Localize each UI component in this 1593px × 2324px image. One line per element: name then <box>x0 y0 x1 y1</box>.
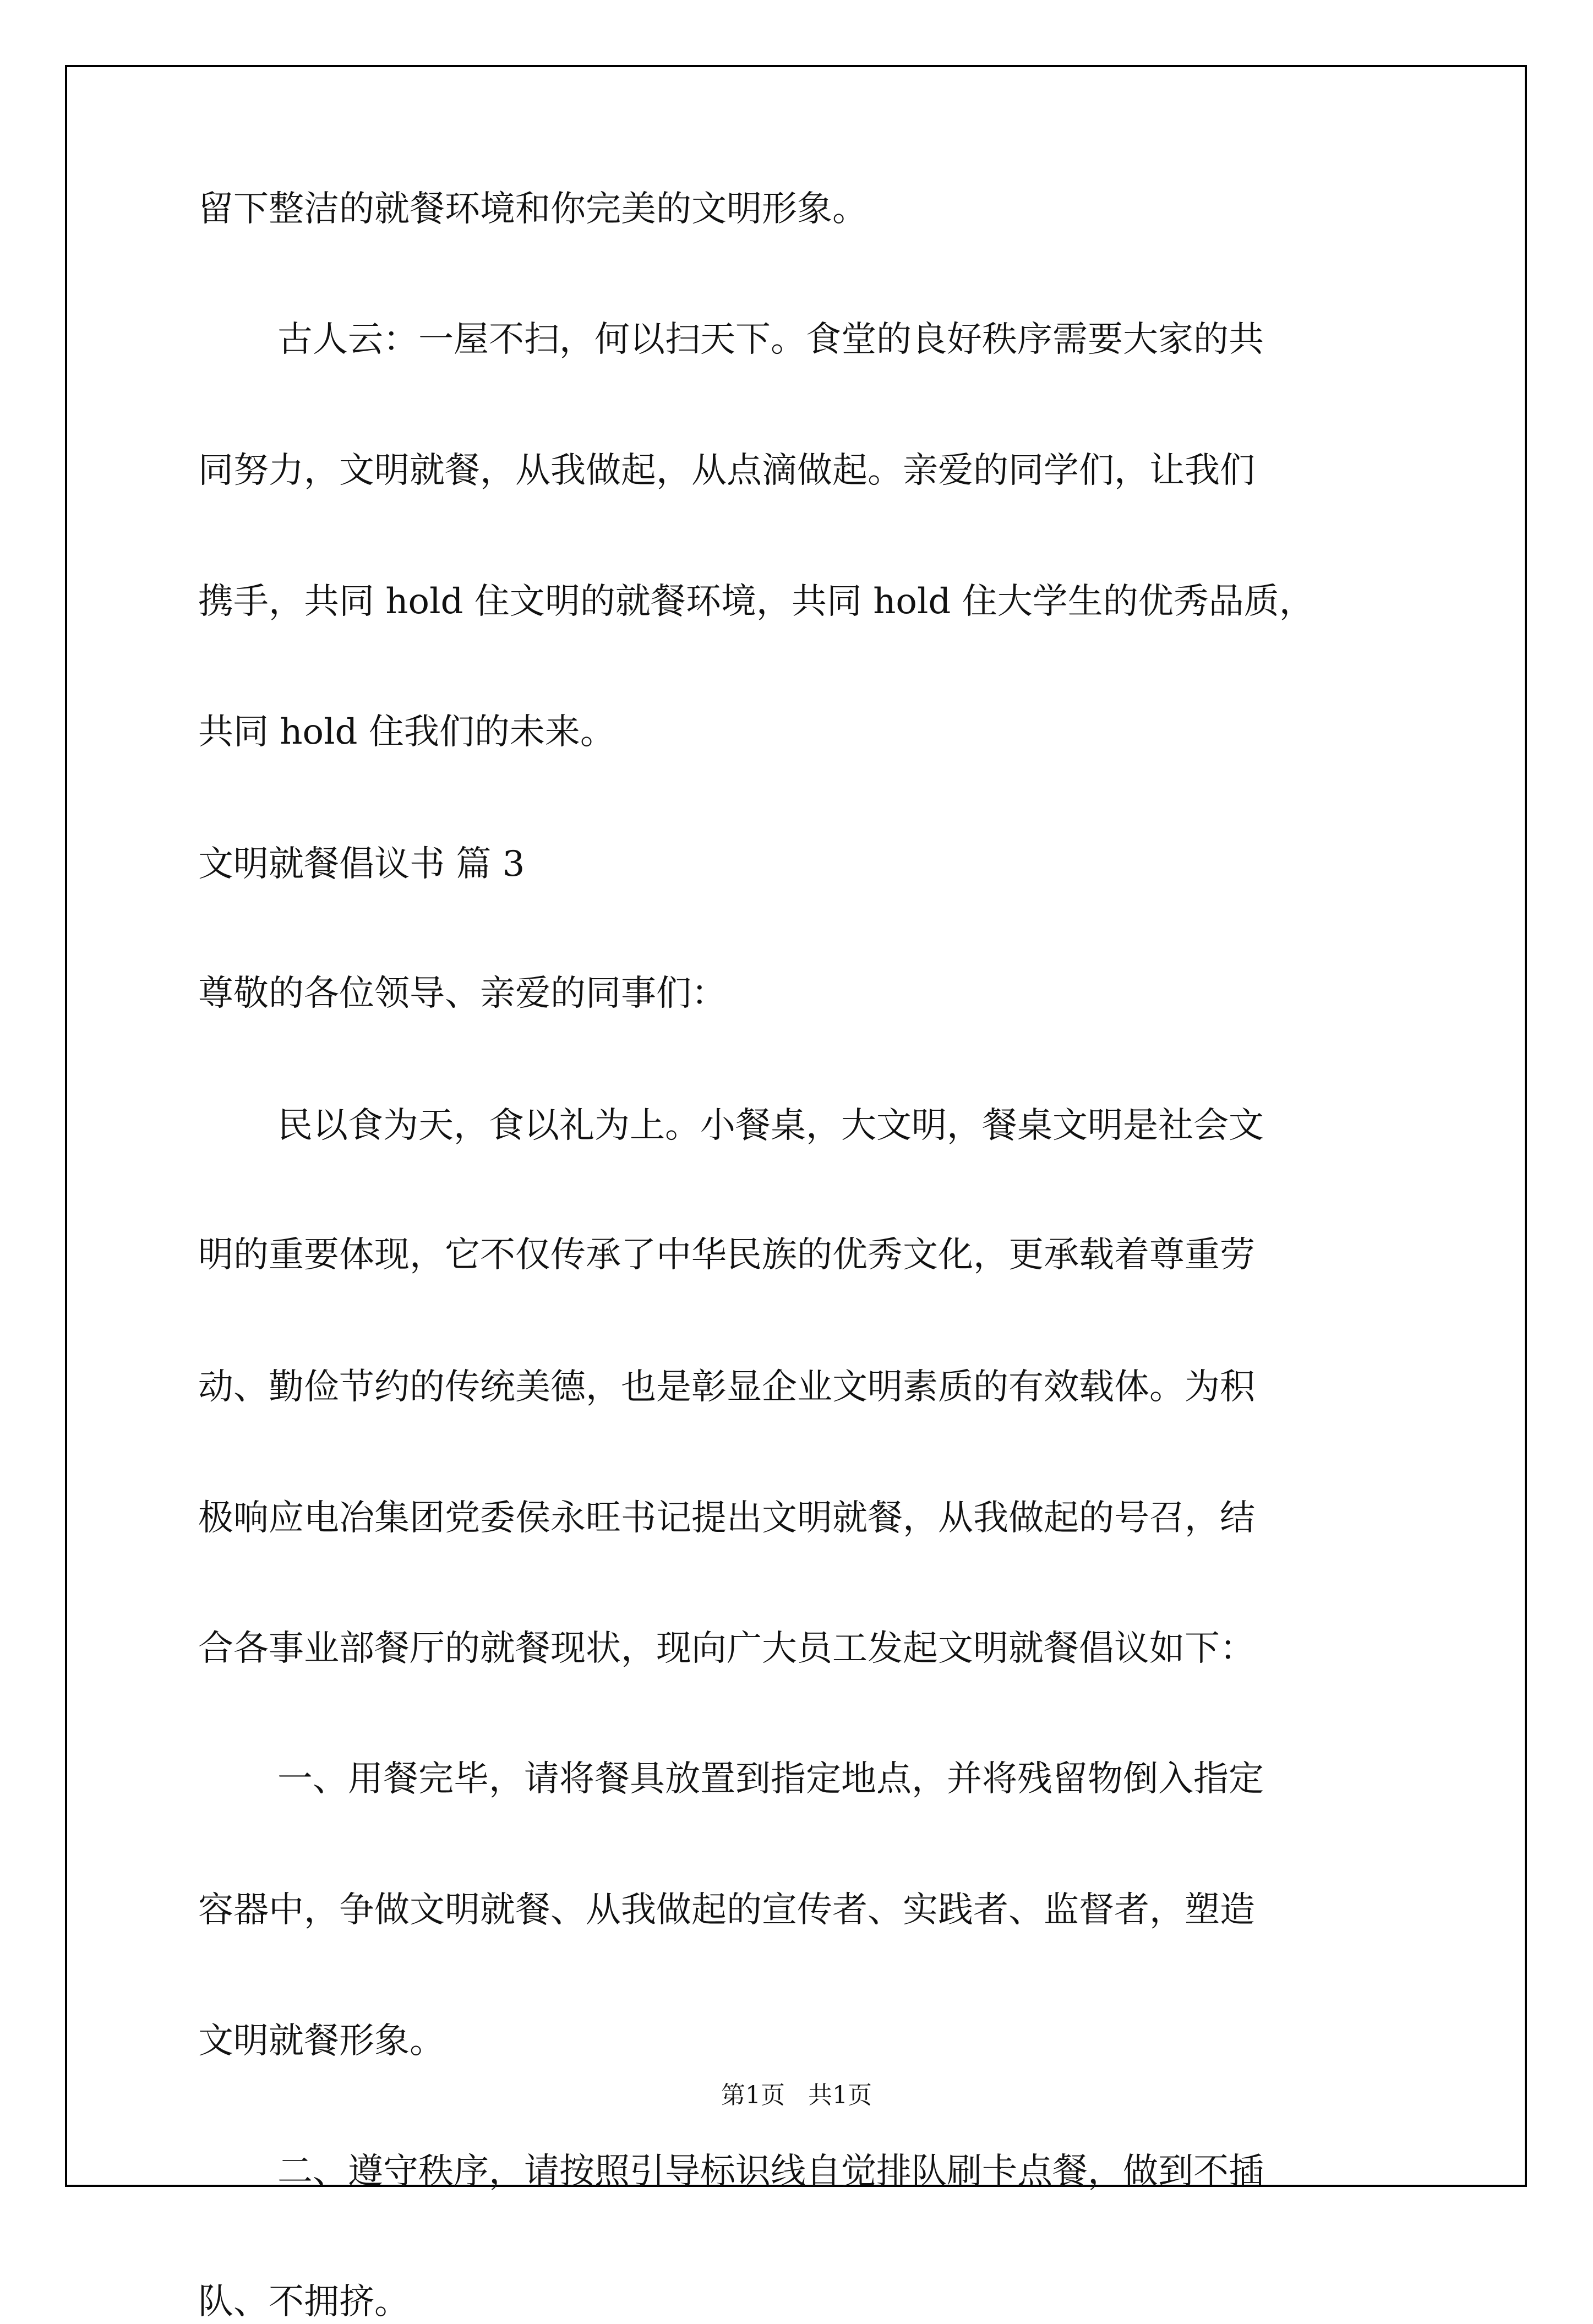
paragraph-line: 共同 hold 住我们的未来。 <box>198 712 615 752</box>
page-number-current: 第1页 <box>721 2081 785 2109</box>
paragraph-line: 同努力，文明就餐，从我做起，从点滴做起。亲爱的同学们，让我们 <box>198 450 1255 491</box>
salutation: 尊敬的各位领导、亲爱的同事们： <box>198 973 727 1014</box>
paragraph-line: 容器中，争做文明就餐、从我做起的宣传者、实践者、监督者，塑造 <box>198 1890 1255 1930</box>
paragraph-line: 动、勤俭节约的传统美德，也是彰显企业文明素质的有效载体。为积 <box>198 1367 1255 1408</box>
paragraph-line: 古人云：一屋不扫，何以扫天下。食堂的良好秩序需要大家的共 <box>277 319 1264 360</box>
paragraph-line: 一、用餐完毕，请将餐具放置到指定地点，并将残留物倒入指定 <box>277 1759 1264 1799</box>
paragraph-line: 队、不拥挤。 <box>198 2282 410 2322</box>
paragraph-line: 民以食为天，食以礼为上。小餐桌，大文明，餐桌文明是社会文 <box>277 1105 1264 1146</box>
paragraph-line: 文明就餐形象。 <box>198 2021 445 2061</box>
paragraph-line: 极响应电冶集团党委侯永旺书记提出文明就餐，从我做起的号召，结 <box>198 1498 1255 1539</box>
page-number-total: 共1页 <box>808 2081 872 2109</box>
paragraph-line: 携手，共同 hold 住文明的就餐环境，共同 hold 住大学生的优秀品质， <box>198 581 1314 622</box>
paragraph-line: 明的重要体现，它不仅传承了中华民族的优秀文化，更承载着尊重劳 <box>198 1235 1255 1275</box>
paragraph-line: 合各事业部餐厅的就餐现状，现向广大员工发起文明就餐倡议如下： <box>198 1628 1255 1669</box>
paragraph-line: 二、遵守秩序，请按照引导标识线自觉排队刷卡点餐，做到不插 <box>277 2151 1264 2192</box>
paragraph-line: 留下整洁的就餐环境和你完美的文明形象。 <box>198 189 868 230</box>
page-footer <box>0 2075 1593 2110</box>
section-heading: 文明就餐倡议书 篇 3 <box>198 844 525 885</box>
